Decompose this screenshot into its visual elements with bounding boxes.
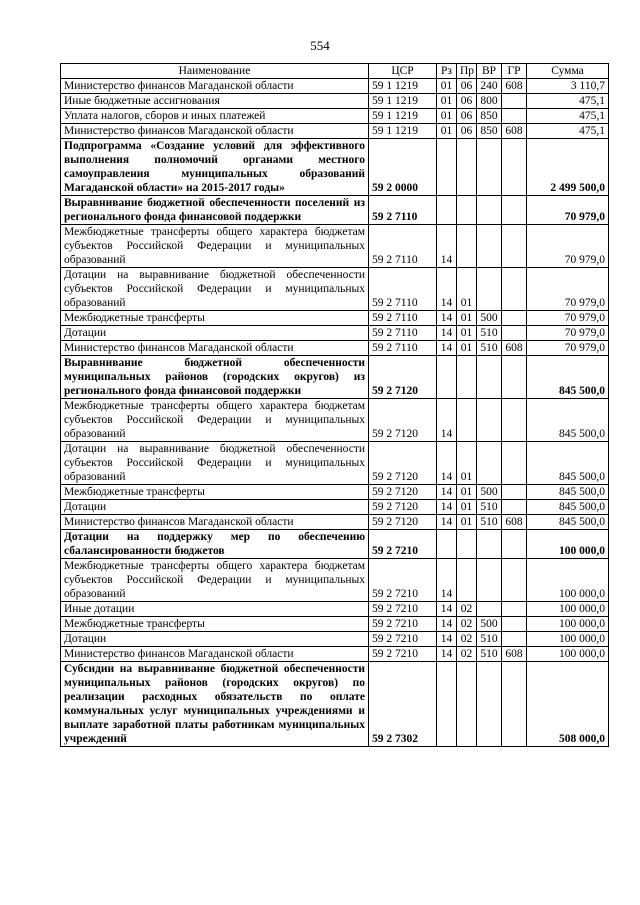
cell-name: Межбюджетные трансферты (61, 311, 369, 326)
cell-pr: 01 (457, 311, 477, 326)
cell-csr: 59 2 7120 (369, 515, 437, 530)
cell-rz: 14 (437, 632, 457, 647)
cell-name: Дотации (61, 500, 369, 515)
cell-name: Межбюджетные трансферты общего характера бюджетам субъектов Российской Федерации и муниципальных образований (61, 559, 369, 602)
cell-gr: 608 (502, 124, 527, 139)
cell-sum: 845 500,0 (527, 515, 609, 530)
cell-sum: 475,1 (527, 109, 609, 124)
cell-pr: 06 (457, 94, 477, 109)
cell-gr (502, 326, 527, 341)
table-row (61, 79, 609, 94)
cell-pr (457, 139, 477, 196)
cell-csr: 59 2 7110 (369, 196, 437, 225)
cell-rz: 14 (437, 311, 457, 326)
cell-sum: 70 979,0 (527, 311, 609, 326)
cell-name: Иные дотации (61, 602, 369, 617)
cell-vr (477, 662, 502, 747)
cell-sum: 3 110,7 (527, 79, 609, 94)
cell-sum: 845 500,0 (527, 442, 609, 485)
table-row (61, 442, 609, 485)
cell-vr: 500 (477, 617, 502, 632)
cell-vr (477, 602, 502, 617)
cell-pr: 02 (457, 617, 477, 632)
cell-name: Выравнивание бюджетной обеспеченности поселений из регионального фонда финансовой поддержки (61, 196, 369, 225)
cell-pr: 06 (457, 124, 477, 139)
table-row (61, 124, 609, 139)
cell-pr (457, 225, 477, 268)
cell-name: Уплата налогов, сборов и иных платежей (61, 109, 369, 124)
table-row (61, 399, 609, 442)
cell-name: Министерство финансов Магаданской области (61, 515, 369, 530)
cell-csr: 59 2 7210 (369, 632, 437, 647)
header-gr: ГР (502, 64, 527, 79)
cell-csr: 59 1 1219 (369, 79, 437, 94)
cell-rz: 01 (437, 124, 457, 139)
table-row (61, 617, 609, 632)
cell-name: Министерство финансов Магаданской области (61, 341, 369, 356)
cell-pr: 06 (457, 109, 477, 124)
cell-csr: 59 2 7210 (369, 559, 437, 602)
cell-rz: 01 (437, 109, 457, 124)
cell-pr: 06 (457, 79, 477, 94)
cell-rz: 14 (437, 647, 457, 662)
table-row (61, 647, 609, 662)
table-row (61, 341, 609, 356)
cell-pr: 01 (457, 500, 477, 515)
cell-name: Иные бюджетные ассигнования (61, 94, 369, 109)
cell-csr: 59 2 7120 (369, 485, 437, 500)
cell-name: Дотации (61, 632, 369, 647)
cell-pr: 01 (457, 515, 477, 530)
cell-csr: 59 2 7210 (369, 617, 437, 632)
cell-rz (437, 139, 457, 196)
cell-vr (477, 268, 502, 311)
table-row (61, 530, 609, 559)
cell-gr (502, 399, 527, 442)
cell-name: Дотации на выравнивание бюджетной обеспеченности субъектов Российской Федерации и муниципальных образований (61, 268, 369, 311)
cell-vr (477, 356, 502, 399)
cell-gr (502, 632, 527, 647)
cell-sum: 845 500,0 (527, 399, 609, 442)
table-body (61, 79, 609, 747)
cell-vr: 500 (477, 311, 502, 326)
cell-sum: 70 979,0 (527, 196, 609, 225)
cell-sum: 475,1 (527, 94, 609, 109)
cell-csr: 59 2 7120 (369, 442, 437, 485)
cell-pr: 02 (457, 602, 477, 617)
cell-pr: 01 (457, 326, 477, 341)
table-row (61, 485, 609, 500)
cell-gr (502, 530, 527, 559)
cell-sum: 100 000,0 (527, 602, 609, 617)
cell-name: Дотации (61, 326, 369, 341)
cell-pr: 02 (457, 632, 477, 647)
cell-sum: 100 000,0 (527, 632, 609, 647)
cell-gr (502, 225, 527, 268)
cell-sum: 70 979,0 (527, 326, 609, 341)
cell-pr (457, 662, 477, 747)
cell-name: Межбюджетные трансферты (61, 485, 369, 500)
cell-rz: 14 (437, 485, 457, 500)
cell-gr (502, 662, 527, 747)
cell-csr: 59 2 7120 (369, 356, 437, 399)
cell-pr (457, 399, 477, 442)
cell-vr (477, 225, 502, 268)
cell-sum: 845 500,0 (527, 485, 609, 500)
cell-sum: 508 000,0 (527, 662, 609, 747)
budget-table (60, 63, 609, 747)
table-row (61, 500, 609, 515)
cell-gr (502, 356, 527, 399)
cell-gr (502, 268, 527, 311)
cell-sum: 2 499 500,0 (527, 139, 609, 196)
table-row (61, 139, 609, 196)
cell-name: Подпрограмма «Создание условий для эффективного выполнения полномочий органами местного самоуправления муниципальных образований Магаданской области» на 2015-2017 годы» (61, 139, 369, 196)
cell-pr: 01 (457, 485, 477, 500)
cell-vr: 510 (477, 326, 502, 341)
cell-gr: 608 (502, 341, 527, 356)
table-row (61, 662, 609, 747)
cell-rz (437, 662, 457, 747)
cell-gr (502, 196, 527, 225)
cell-rz: 14 (437, 617, 457, 632)
table-row (61, 94, 609, 109)
table-row (61, 559, 609, 602)
cell-vr: 800 (477, 94, 502, 109)
table-row (61, 326, 609, 341)
cell-sum: 100 000,0 (527, 617, 609, 632)
table-row (61, 196, 609, 225)
header-csr: ЦСР (369, 64, 437, 79)
cell-name: Межбюджетные трансферты общего характера бюджетам субъектов Российской Федерации и муниципальных образований (61, 399, 369, 442)
cell-csr: 59 1 1219 (369, 124, 437, 139)
cell-rz (437, 530, 457, 559)
cell-gr (502, 311, 527, 326)
cell-csr: 59 2 7110 (369, 311, 437, 326)
cell-name: Министерство финансов Магаданской области (61, 647, 369, 662)
table-row (61, 109, 609, 124)
cell-vr: 510 (477, 647, 502, 662)
cell-pr (457, 559, 477, 602)
cell-vr (477, 196, 502, 225)
cell-name: Дотации на выравнивание бюджетной обеспеченности субъектов Российской Федерации и муниципальных образований (61, 442, 369, 485)
table-row (61, 356, 609, 399)
cell-rz: 14 (437, 515, 457, 530)
table-row (61, 225, 609, 268)
cell-rz (437, 356, 457, 399)
cell-gr (502, 442, 527, 485)
cell-rz: 14 (437, 268, 457, 311)
cell-rz: 01 (437, 94, 457, 109)
cell-gr (502, 602, 527, 617)
header-vr: ВР (477, 64, 502, 79)
cell-gr (502, 617, 527, 632)
cell-rz: 14 (437, 500, 457, 515)
table-row (61, 632, 609, 647)
cell-vr: 510 (477, 515, 502, 530)
cell-name: Субсидии на выравнивание бюджетной обеспеченности муниципальных районов (городских округов) по реализации расходных обязательств по оплате коммунальных услуг муниципальных учреждениями и выплате заработной платы работникам муниципальных учреждений (61, 662, 369, 747)
cell-vr: 500 (477, 485, 502, 500)
cell-rz (437, 196, 457, 225)
cell-pr (457, 356, 477, 399)
header-pr: Пр (457, 64, 477, 79)
cell-vr (477, 559, 502, 602)
cell-rz: 01 (437, 79, 457, 94)
cell-csr: 59 2 7210 (369, 602, 437, 617)
cell-gr: 608 (502, 515, 527, 530)
table-row (61, 311, 609, 326)
cell-pr: 01 (457, 268, 477, 311)
cell-sum: 100 000,0 (527, 559, 609, 602)
cell-sum: 100 000,0 (527, 647, 609, 662)
cell-csr: 59 1 1219 (369, 94, 437, 109)
header-sum: Сумма (527, 64, 609, 79)
cell-gr (502, 109, 527, 124)
cell-gr: 608 (502, 647, 527, 662)
cell-pr: 02 (457, 647, 477, 662)
cell-name: Межбюджетные трансферты общего характера бюджетам субъектов Российской Федерации и муниципальных образований (61, 225, 369, 268)
table-row (61, 602, 609, 617)
cell-csr: 59 2 7120 (369, 399, 437, 442)
cell-sum: 475,1 (527, 124, 609, 139)
cell-gr: 608 (502, 79, 527, 94)
cell-sum: 845 500,0 (527, 356, 609, 399)
cell-sum: 845 500,0 (527, 500, 609, 515)
cell-name: Выравнивание бюджетной обеспеченности муниципальных районов (городских округов) из регионального фонда финансовой поддержки (61, 356, 369, 399)
cell-vr (477, 442, 502, 485)
cell-csr: 59 2 7120 (369, 500, 437, 515)
cell-sum: 70 979,0 (527, 341, 609, 356)
cell-csr: 59 2 0000 (369, 139, 437, 196)
cell-vr: 510 (477, 632, 502, 647)
cell-name: Межбюджетные трансферты (61, 617, 369, 632)
cell-gr (502, 139, 527, 196)
cell-vr: 240 (477, 79, 502, 94)
cell-name: Министерство финансов Магаданской области (61, 124, 369, 139)
header-rz: Рз (437, 64, 457, 79)
cell-vr: 850 (477, 109, 502, 124)
cell-gr (502, 559, 527, 602)
cell-rz: 14 (437, 326, 457, 341)
cell-vr (477, 399, 502, 442)
cell-vr: 850 (477, 124, 502, 139)
table-row (61, 515, 609, 530)
cell-csr: 59 2 7210 (369, 530, 437, 559)
cell-csr: 59 2 7302 (369, 662, 437, 747)
cell-pr: 01 (457, 442, 477, 485)
cell-csr: 59 1 1219 (369, 109, 437, 124)
cell-pr (457, 196, 477, 225)
cell-vr: 510 (477, 341, 502, 356)
cell-sum: 70 979,0 (527, 268, 609, 311)
cell-gr (502, 500, 527, 515)
cell-rz: 14 (437, 559, 457, 602)
cell-csr: 59 2 7110 (369, 225, 437, 268)
cell-vr (477, 530, 502, 559)
cell-rz: 14 (437, 225, 457, 268)
cell-csr: 59 2 7110 (369, 326, 437, 341)
cell-rz: 14 (437, 341, 457, 356)
cell-csr: 59 2 7110 (369, 268, 437, 311)
cell-csr: 59 2 7110 (369, 341, 437, 356)
cell-rz: 14 (437, 602, 457, 617)
cell-rz: 14 (437, 442, 457, 485)
cell-sum: 100 000,0 (527, 530, 609, 559)
cell-sum: 70 979,0 (527, 225, 609, 268)
cell-gr (502, 94, 527, 109)
page-number: 554 (310, 38, 330, 53)
cell-vr: 510 (477, 500, 502, 515)
table-row (61, 268, 609, 311)
cell-gr (502, 485, 527, 500)
cell-vr (477, 139, 502, 196)
cell-rz: 14 (437, 399, 457, 442)
cell-name: Министерство финансов Магаданской области (61, 79, 369, 94)
cell-pr: 01 (457, 341, 477, 356)
table-header-row (61, 64, 609, 79)
cell-pr (457, 530, 477, 559)
header-name: Наименование (61, 64, 369, 79)
cell-name: Дотации на поддержку мер по обеспечению сбалансированности бюджетов (61, 530, 369, 559)
cell-csr: 59 2 7210 (369, 647, 437, 662)
